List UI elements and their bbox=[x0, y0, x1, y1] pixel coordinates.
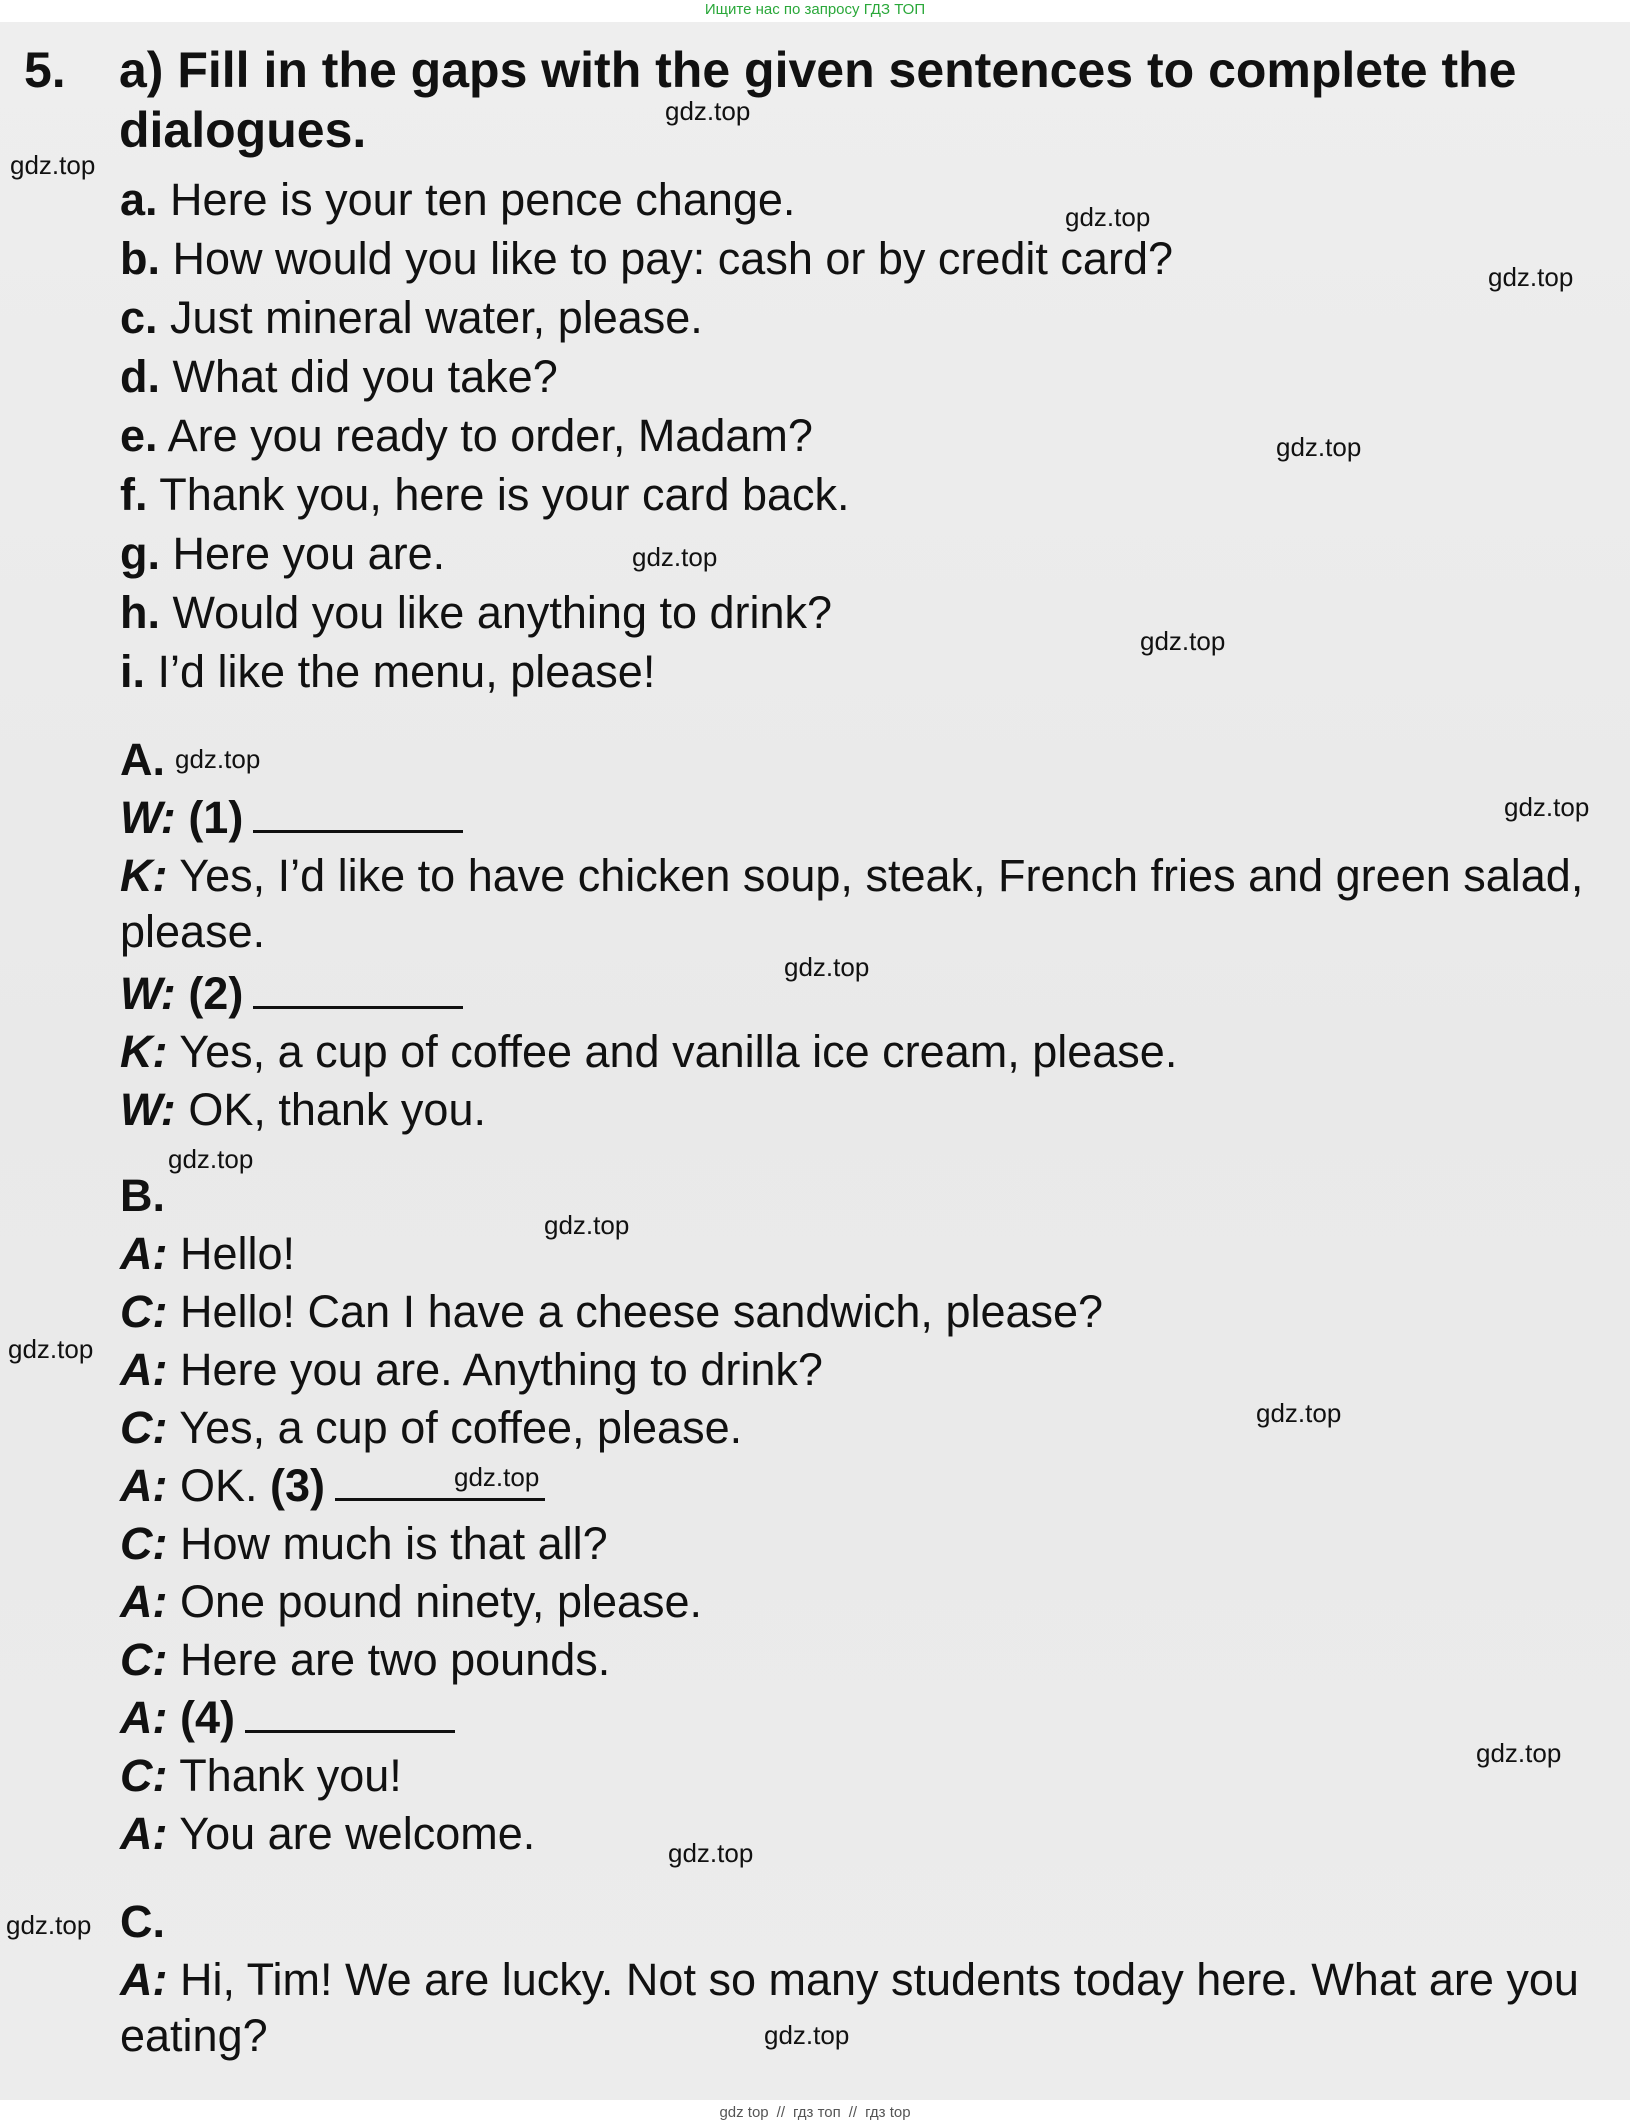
dialogue-line bbox=[120, 1952, 1610, 2064]
dialogue-line bbox=[120, 1632, 610, 1688]
watermark: gdz.top bbox=[632, 542, 718, 572]
dialogue-line bbox=[120, 790, 463, 846]
option-h bbox=[120, 585, 832, 641]
watermark: gdz.top bbox=[1140, 626, 1226, 656]
line-text: Yes, I’d like to have chicken soup, steak, French fries and green salad, please. bbox=[120, 850, 1584, 957]
dialogue-b-label: B. bbox=[120, 1170, 165, 1221]
line-text: One pound ninety, please. bbox=[180, 1576, 703, 1627]
watermark: gdz.top bbox=[1504, 792, 1590, 822]
dialogue-line bbox=[120, 1284, 1103, 1340]
watermark: gdz.top bbox=[168, 1144, 254, 1174]
dialogue-line bbox=[120, 1024, 1177, 1080]
exercise-number: 5. bbox=[24, 42, 66, 98]
separator: // bbox=[776, 2104, 785, 2121]
watermark: gdz.top bbox=[668, 1838, 754, 1868]
dialogue-line bbox=[120, 1574, 702, 1630]
watermark: gdz.top bbox=[784, 952, 870, 982]
option-e bbox=[120, 408, 813, 464]
gap-blank bbox=[253, 790, 463, 833]
gap-blank bbox=[253, 966, 463, 1009]
dialogue-line bbox=[120, 1082, 486, 1138]
speaker: A: bbox=[120, 1576, 168, 1627]
watermark: gdz.top bbox=[1256, 1398, 1342, 1428]
bottom-banner-link[interactable]: gdz top bbox=[719, 2104, 769, 2121]
option-g bbox=[120, 526, 445, 582]
option-letter: g. bbox=[120, 528, 160, 579]
speaker: C: bbox=[120, 1634, 168, 1685]
line-text: OK, thank you. bbox=[188, 1084, 486, 1135]
option-text: Would you like anything to drink? bbox=[172, 587, 833, 638]
option-a bbox=[120, 172, 795, 228]
gap-number: (3) bbox=[270, 1460, 326, 1511]
speaker: A: bbox=[120, 1228, 168, 1279]
option-letter: b. bbox=[120, 233, 160, 284]
option-text: Here you are. bbox=[172, 528, 446, 579]
option-letter: a. bbox=[120, 174, 158, 225]
line-text: How much is that all? bbox=[180, 1518, 608, 1569]
separator: // bbox=[848, 2104, 858, 2121]
watermark: gdz.top bbox=[1065, 202, 1151, 232]
speaker: C: bbox=[120, 1750, 168, 1801]
watermark: gdz.top bbox=[764, 2020, 850, 2050]
option-text: Are you ready to order, Madam? bbox=[167, 410, 813, 461]
speaker: A: bbox=[120, 1344, 168, 1395]
option-text: How would you like to pay: cash or by credit card? bbox=[172, 233, 1173, 284]
line-text: Yes, a cup of coffee and vanilla ice cream, please. bbox=[179, 1026, 1178, 1077]
dialogue-line bbox=[120, 1806, 535, 1862]
speaker: C: bbox=[120, 1402, 168, 1453]
watermark: gdz.top bbox=[175, 744, 261, 774]
speaker: W: bbox=[120, 792, 176, 843]
watermark: gdz.top bbox=[665, 96, 751, 126]
option-letter: e. bbox=[120, 410, 158, 461]
option-i bbox=[120, 644, 655, 700]
dialogue-line bbox=[120, 848, 1610, 960]
line-text: Yes, a cup of coffee, please. bbox=[179, 1402, 743, 1453]
dialogue-line bbox=[120, 1748, 402, 1804]
watermark: gdz.top bbox=[1476, 1738, 1562, 1768]
speaker: A: bbox=[120, 1954, 168, 2005]
dialogue-line bbox=[120, 966, 463, 1022]
line-text: You are welcome. bbox=[179, 1808, 536, 1859]
watermark: gdz.top bbox=[1276, 432, 1362, 462]
speaker: K: bbox=[120, 850, 168, 901]
watermark: gdz.top bbox=[10, 150, 96, 180]
option-letter: h. bbox=[120, 587, 160, 638]
speaker: W: bbox=[120, 1084, 176, 1135]
bottom-banner-link[interactable]: гдз top bbox=[865, 2104, 911, 2121]
speaker: A: bbox=[120, 1692, 168, 1743]
speaker: K: bbox=[120, 1026, 168, 1077]
speaker: A: bbox=[120, 1808, 168, 1859]
exercise-heading bbox=[24, 40, 1614, 160]
bottom-banner bbox=[0, 2100, 1630, 2126]
option-letter: i. bbox=[120, 646, 146, 697]
option-text: I’d like the menu, please! bbox=[157, 646, 656, 697]
option-letter: d. bbox=[120, 351, 160, 402]
option-text: Here is your ten pence change. bbox=[170, 174, 796, 225]
line-text: Hello! bbox=[180, 1228, 296, 1279]
dialogue-line bbox=[120, 1690, 455, 1746]
line-text: Here are two pounds. bbox=[180, 1634, 611, 1685]
watermark: gdz.top bbox=[544, 1210, 630, 1240]
option-letter: c. bbox=[120, 292, 158, 343]
top-banner[interactable]: Ищите нас по запросу ГДЗ ТОП bbox=[0, 0, 1630, 22]
option-b bbox=[120, 231, 1173, 287]
dialogue-line bbox=[120, 1226, 295, 1282]
speaker: C: bbox=[120, 1518, 168, 1569]
option-text: What did you take? bbox=[172, 351, 558, 402]
speaker: A: bbox=[120, 1460, 168, 1511]
speaker: W: bbox=[120, 968, 176, 1019]
line-text: Hello! Can I have a cheese sandwich, please? bbox=[180, 1286, 1104, 1337]
option-text: Just mineral water, please. bbox=[170, 292, 703, 343]
option-text: Thank you, here is your card back. bbox=[159, 469, 850, 520]
watermark: gdz.top bbox=[1488, 262, 1574, 292]
line-text: Here you are. Anything to drink? bbox=[180, 1344, 823, 1395]
bottom-banner-link[interactable]: гдз топ bbox=[793, 2104, 841, 2121]
exercise-instruction: a) Fill in the gaps with the given sentences to complete the dialogues. bbox=[119, 42, 1517, 158]
line-text: Thank you! bbox=[179, 1750, 402, 1801]
option-f bbox=[120, 467, 850, 523]
option-d bbox=[120, 349, 558, 405]
dialogue-c-label: C. bbox=[120, 1896, 165, 1947]
gap-number: (2) bbox=[188, 968, 244, 1019]
speaker: C: bbox=[120, 1286, 168, 1337]
watermark: gdz.top bbox=[454, 1462, 540, 1492]
dialogue-line bbox=[120, 1400, 742, 1456]
gap-blank bbox=[245, 1690, 455, 1733]
gap-number: (4) bbox=[180, 1692, 235, 1743]
gap-number: (1) bbox=[188, 792, 244, 843]
line-text: Hi, Tim! We are lucky. Not so many students today here. What are you eating? bbox=[120, 1954, 1579, 2061]
watermark: gdz.top bbox=[8, 1334, 94, 1364]
line-text: OK. bbox=[180, 1460, 258, 1511]
option-letter: f. bbox=[120, 469, 148, 520]
option-c bbox=[120, 290, 703, 346]
watermark: gdz.top bbox=[6, 1910, 92, 1940]
dialogue-line bbox=[120, 1516, 608, 1572]
dialogue-a-label: A. bbox=[120, 734, 165, 785]
dialogue-line bbox=[120, 1342, 823, 1398]
